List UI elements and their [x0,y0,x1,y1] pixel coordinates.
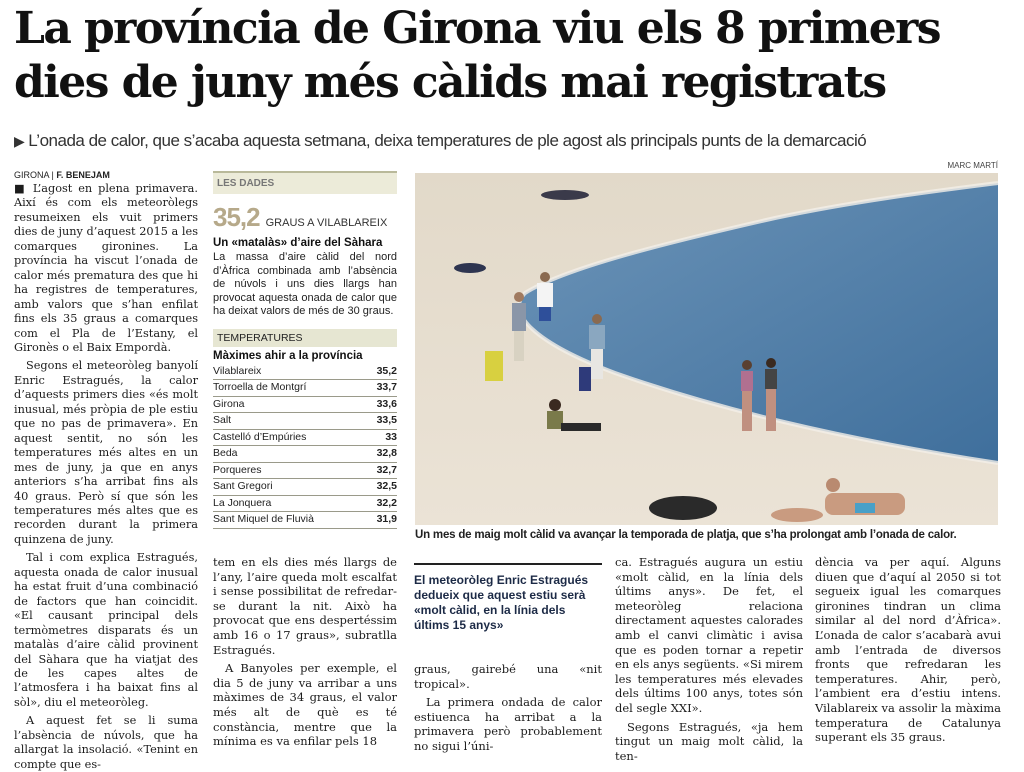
row-value: 32,7 [376,463,397,476]
headline-line-2: dies de juny més càlids mai registrats [14,57,886,108]
row-value: 35,2 [376,364,397,377]
table-row [213,496,397,513]
paragraph: graus, gairebé una «nit tropical». [414,662,602,691]
table-row [213,380,397,397]
table-row [213,397,397,414]
sunbather-woman [771,508,823,522]
temperatures-title: Màximes ahir a la província [213,349,363,362]
highlight-caption: GRAUS A VILABLAREIX [265,217,388,229]
row-value: 32,5 [376,480,397,492]
row-value: 33,5 [376,414,397,426]
data-sidebar [213,171,397,537]
row-value: 32,8 [376,447,397,459]
row-place: Sant Miquel de Fluvià [213,513,314,525]
sunbather-far [541,190,589,200]
byline-author: F. BENEJAM [56,170,110,180]
photo-credit: MARC MARTÍ [947,161,998,170]
paragraph: Tal i com explica Estragués, aquesta onada de calor inusual ha estat fruit d’una combinació de factors que han coincidit. «El causant principal dels termòmetres disparats és un matalàs d’aire càlid provinent del Sàhara que ha viatjat des de les capes altes de l’atmosfera i ha baixat fins al sòl», diu el meteoròleg. [14,551,198,709]
table-row [213,463,397,480]
byline: GIRONA | F. BENEJAM [14,170,110,180]
row-place: Vilablareix [213,364,262,377]
paragraph: ■ L’agost en plena primavera. Així és com els meteoròlegs resumeixen els vuit primers dies de juny d’aquest 2015 a les comarques gironines. La província ha viscut l’onada de calor més prematura des que hi ha registres de temperatures, amb valors que s’han enfilat fins els 35 graus a comarques com el Pla de l’Estany, el Gironès o el Baix Empordà. [14,182,198,354]
paragraph: tem en els dies més llargs de l’any, l’aire queda molt escalfat i sense possibilitat de refredar-se durant la nit. Això ha provocat que ens despertéssim amb 16 o 17 graus», subratlla Estragués. [213,555,397,657]
pull-quote: El meteoròleg Enric Estragués dedueix que aquest estiu serà «molt càlid, en la línia dels últims 15 anys» [414,563,602,633]
beach-illustration [415,173,998,525]
row-place: Sant Gregori [213,480,273,492]
row-value: 32,2 [376,496,397,509]
paragraph: ca. Estragués augura un estiu «molt càlid, en la línia dels últims anys». De fet, el meteoròleg relaciona directament aquestes calorades amb el canvi climàtic i avisa que es poden tornar a repetir en els anys següents. «Si mirem les temperatures més elevades dels últims 100 anys, totes són del segle XXI». [615,555,803,715]
table-row [213,413,397,430]
yellow-bag [485,351,503,381]
row-place: Girona [213,397,245,410]
sidebar-label: LES DADES [213,173,397,194]
row-value: 33,7 [376,381,397,393]
sidebar-text: La massa d’aire càlid del nord d’Àfrica combinada amb l’absència de núvols i uns dies llargs han provocat aquesta onada de calor que ha deixat valors de més de 30 graus. [213,251,397,317]
temperatures-table [213,364,397,529]
table-row [213,364,397,381]
row-place: Torroella de Montgrí [213,381,307,393]
table-row [213,446,397,463]
paragraph: La primera ondada de calor estiuenca ha arribat a la primavera però probablement no sigui l’úni- [414,695,602,753]
photo-caption: Un mes de maig molt càlid va avançar la temporada de platja, que s’ha prolongat amb l’onada de calor. [415,529,957,541]
highlight-number: 35,2 [213,202,260,232]
row-place: Porqueres [213,463,262,476]
paragraph: dència va per aquí. Alguns diuen que d’aquí al 2050 si tot segueix igual les comarques gironines tindran un clima similar al del nord d’Àfrica». L’onada de calor s’acabarà avui amb l’entrada de diversos fronts que refredaran les temperatures. Ahir, però, l’ambient era d’estiu intens. Vilablareix va assolir la màxima temperatura de Catalunya superant els 35 graus. [815,555,1001,745]
byline-place: GIRONA [14,170,50,180]
bag-pile [649,496,717,520]
row-value: 33 [385,430,397,443]
body-column-1 [14,182,198,771]
row-value: 31,9 [376,513,397,525]
body-column-5 [815,555,1001,745]
temperatures-label: TEMPERATURES [213,329,397,347]
body-column-2 [213,555,397,749]
triangle-right-icon: ▶ [14,133,25,149]
table-row [213,512,397,529]
subtitle [14,131,1014,151]
headline [14,2,1014,110]
row-value: 33,6 [376,397,397,410]
body-column-3 [414,662,602,753]
body-column-4 [615,555,803,763]
table-row [213,479,397,496]
paragraph: A aquest fet se li suma l’absència de núvols, que ha allargat la insolació. «Tenint en compte que es- [14,714,198,771]
row-place: La Jonquera [213,496,272,509]
paragraph: A Banyoles per exemple, el dia 5 de juny va arribar a uns màximes de 34 graus, el valor més alt de què es té constància, mentre que la mínima es va enfilar pels 18 [213,661,397,749]
sidebar-subtitle: Un «matalàs» d’aire del Sàhara [213,237,383,249]
highlight-figure [213,202,397,233]
beach-photo [415,173,998,525]
headline-line-1: La província de Girona viu els 8 primers [14,3,940,54]
row-place: Salt [213,414,232,426]
row-place: Castelló d’Empúries [213,430,307,443]
row-place: Beda [213,447,238,459]
paragraph: Segons Estragués, «ja hem tingut un maig molt càlid, la ten- [615,719,803,763]
table-row [213,430,397,447]
person-lying [454,263,486,273]
subtitle-text: L’onada de calor, que s’acaba aquesta setmana, deixa temperatures de ple agost als principals punts de la demarcació [28,131,867,150]
paragraph: Segons el meteoròleg banyolí Enric Estragués, la calor d’aquests primers dies «és molt inusual, més pròpia de ple estiu que no pas de primavera». En aquest sentit, no són les temperatures més altes en un mes de juny, ja que en anys anteriors s’ha arribat fins als 40 graus. Però sí que són les temperatures més altes que es recorden durant la primera quinzena de juny. [14,359,198,546]
